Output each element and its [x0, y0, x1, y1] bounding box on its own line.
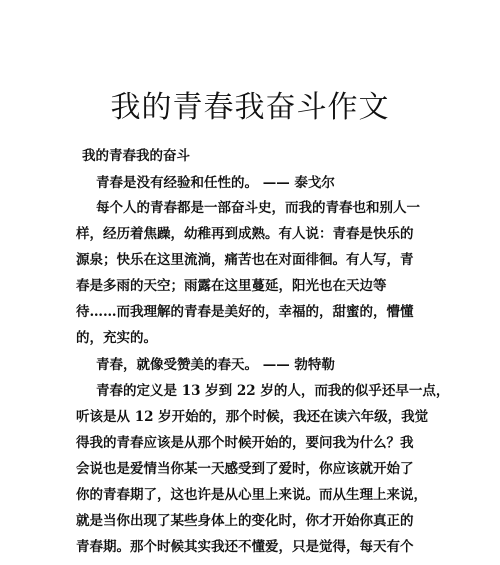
paragraph-line: 源泉；快乐在这里流淌，痛苦也在对面徘徊。有人写，青: [76, 252, 414, 268]
paragraph-line: 待……而我理解的青春是美好的，幸福的，甜蜜的，懵懂: [76, 304, 414, 320]
subheading: 我的青春我的奋斗: [82, 148, 190, 164]
paragraph-line: 青春期。那个时候其实我还不懂爱，只是觉得，每天有个: [76, 539, 414, 555]
document-title: 我的青春我奋斗作文: [110, 90, 390, 125]
paragraph-line: 青春的定义是 13 岁到 22 岁的人，而我的似乎还早一点，: [96, 383, 450, 399]
paragraph-line: 样，经历着焦躁，幼稚再到成熟。有人说：青春是快乐的: [76, 226, 414, 242]
paragraph-line: 就是当你出现了某些身体上的变化时，你才开始你真正的: [76, 513, 414, 529]
quote-butler: 青春，就像受赞美的春天。 —— 勃特勒: [96, 357, 335, 373]
paragraph-line: 每个人的青春都是一部奋斗史，而我的青春也和别人一: [96, 200, 420, 216]
paragraph-line: 听该是从 12 岁开始的，那个时候，我还在读六年级，我觉: [76, 409, 429, 425]
paragraph-line: 的，充实的。: [76, 330, 157, 346]
paragraph-line: 春是多雨的天空；雨露在这里蔓延，阳光也在天边等: [76, 278, 387, 294]
paragraph-line: 你的青春期了，这也许是从心里上来说。而从生理上来说，: [76, 487, 427, 503]
paragraph-line: 会说也是爱情当你某一天感受到了爱时，你应该就开始了: [76, 461, 414, 477]
quote-tagore: 青春是没有经验和任性的。 —— 泰戈尔: [96, 175, 335, 191]
paragraph-line: 得我的青春应该是从那个时候开始的，要问我为什么？我: [76, 435, 414, 451]
